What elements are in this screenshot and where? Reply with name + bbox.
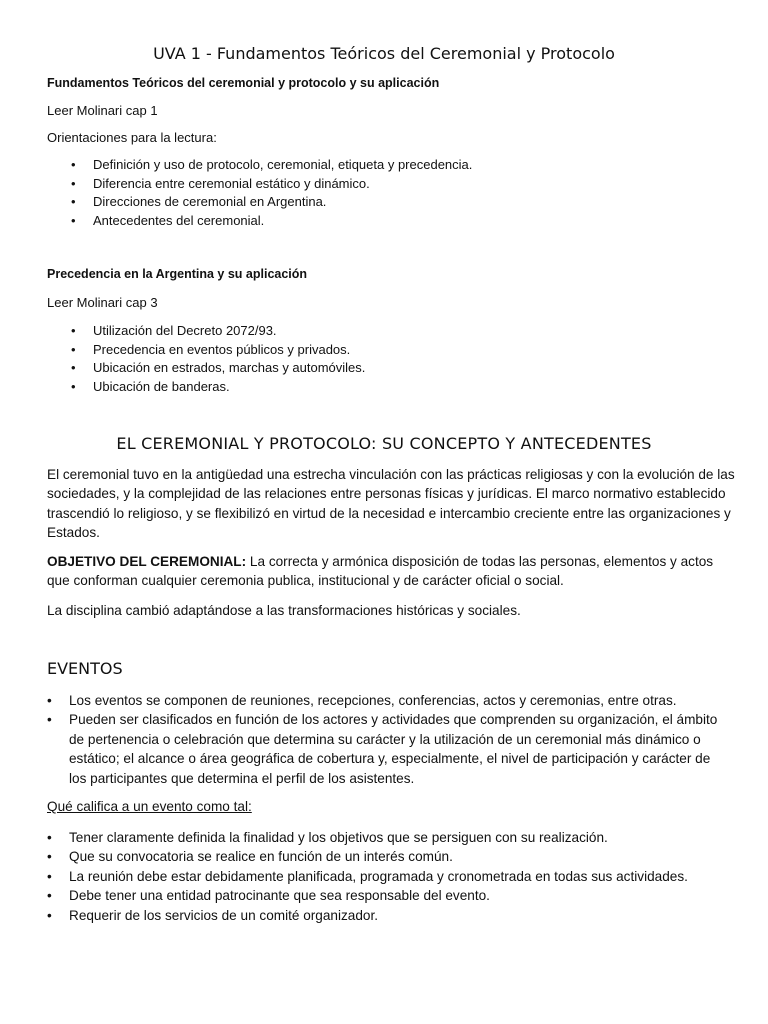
block2-reading: Leer Molinari cap 3 bbox=[47, 295, 158, 310]
criteria-list bbox=[0, 828, 768, 925]
block2-list bbox=[0, 322, 365, 396]
list-item: • La reunión debe estar debidamente planificada, programada y cronometrada en todas sus actividades. bbox=[0, 867, 720, 886]
list-item: • Definición y uso de protocolo, ceremonial, etiqueta y precedencia. bbox=[0, 156, 472, 175]
block2-heading: Precedencia en la Argentina y su aplicación bbox=[47, 267, 308, 281]
block1-orientation: Orientaciones para la lectura: bbox=[47, 130, 217, 145]
list-item: • Ubicación de banderas. bbox=[0, 378, 365, 397]
block1-reading: Leer Molinari cap 1 bbox=[47, 103, 158, 118]
list-item: • Ubicación en estrados, marchas y automóviles. bbox=[0, 359, 365, 378]
block1-list bbox=[0, 156, 472, 230]
list-item: • Pueden ser clasificados en función de los actores y actividades que comprenden su organización, el ámbito de pertenencia o celebración que determina su carácter y la utilización de un ceremonial más dinámico o estático; el alcance o área geográfica de cobertura y, especialmente, el nivel de participación y carácter de los participantes que determina el perfil de los asistentes. bbox=[0, 710, 720, 788]
list-item: • Antecedentes del ceremonial. bbox=[0, 212, 472, 231]
eventos-list bbox=[0, 691, 768, 788]
objective-text: La correcta y armónica disposición de todas las personas, elementos y actos que conforman cualquier ceremonia publica, institucional y de carácter oficial o social. bbox=[47, 554, 714, 589]
list-item: • Tener claramente definida la finalidad y los objetivos que se persiguen con su realización. bbox=[0, 828, 720, 847]
eventos-title: EVENTOS bbox=[47, 659, 123, 678]
discipline-paragraph: La disciplina cambió adaptándose a las transformaciones históricas y sociales. bbox=[47, 603, 521, 618]
list-item: • Los eventos se componen de reuniones, recepciones, conferencias, actos y ceremonias, entre otras. bbox=[0, 691, 720, 710]
objective-paragraph bbox=[47, 552, 737, 591]
section-paragraph: El ceremonial tuvo en la antigüedad una estrecha vinculación con las prácticas religiosas y con la evolución de las sociedades, y la complejidad de las relaciones entre personas físicas y jurídicas. El marco normativo establecido trascendió lo religioso, y se flexibilizó en virtud de la necesidad e intercambio creciente entre las organizaciones y Estados. bbox=[47, 467, 735, 541]
section-title: EL CEREMONIAL Y PROTOCOLO: SU CONCEPTO Y ANTECEDENTES bbox=[116, 434, 652, 453]
list-item: • Que su convocatoria se realice en función de un interés común. bbox=[0, 847, 720, 866]
block1-heading: Fundamentos Teóricos del ceremonial y protocolo y su aplicación bbox=[47, 76, 440, 90]
list-item: • Debe tener una entidad patrocinante que sea responsable del evento. bbox=[0, 886, 720, 905]
list-item: • Utilización del Decreto 2072/93. bbox=[0, 322, 365, 341]
list-item: • Direcciones de ceremonial en Argentina. bbox=[0, 193, 472, 212]
objective-label: OBJETIVO DEL CEREMONIAL: bbox=[47, 554, 247, 569]
list-item: • Precedencia en eventos públicos y privados. bbox=[0, 341, 365, 360]
list-item: • Requerir de los servicios de un comité organizador. bbox=[0, 906, 720, 925]
list-item: • Diferencia entre ceremonial estático y dinámico. bbox=[0, 175, 472, 194]
document-title: UVA 1 - Fundamentos Teóricos del Ceremonial y Protocolo bbox=[153, 44, 615, 63]
qualifies-heading: Qué califica a un evento como tal: bbox=[47, 799, 252, 814]
